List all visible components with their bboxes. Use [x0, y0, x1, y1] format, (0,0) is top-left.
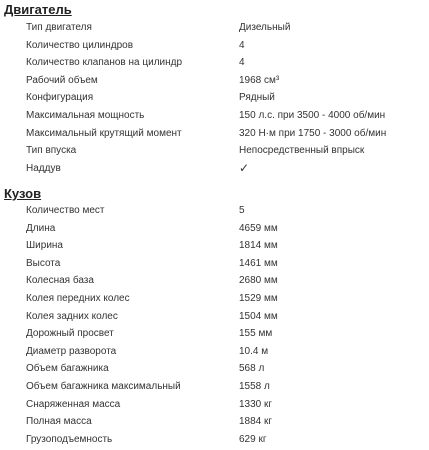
spec-row	[0, 360, 429, 378]
spec-label: Полная масса	[26, 416, 92, 428]
spec-label: Высота	[26, 257, 61, 269]
spec-label: Количество клапанов на цилиндр	[26, 57, 183, 69]
spec-value: 1814 мм	[239, 240, 278, 252]
spec-row	[0, 290, 429, 308]
spec-row	[0, 37, 429, 55]
section-title-body: Кузов	[4, 186, 42, 201]
spec-row	[0, 72, 429, 90]
checkmark-icon: ✓	[239, 160, 250, 175]
spec-label: Конфигурация	[26, 92, 94, 104]
spec-row	[0, 54, 429, 72]
spec-value: 1529 мм	[239, 293, 278, 304]
spec-value: 1884 кг	[239, 416, 273, 428]
spec-label: Тип впуска	[26, 145, 77, 157]
spec-value: 320 Н·м при 1750 - 3000 об/мин	[239, 127, 387, 139]
spec-label: Грузоподъемность	[26, 433, 113, 445]
spec-row	[0, 202, 429, 220]
spec-row	[0, 343, 429, 361]
spec-value: 2680 мм	[239, 275, 278, 287]
spec-label: Наддув	[26, 162, 61, 174]
spec-row	[0, 431, 429, 449]
spec-label: Максимальный крутящий момент	[26, 127, 182, 139]
spec-row	[0, 19, 429, 37]
spec-value: 1558 л	[239, 381, 270, 392]
spec-row	[0, 237, 429, 255]
spec-value: 4659 мм	[239, 222, 278, 234]
spec-label: Объем багажника максимальный	[26, 381, 181, 392]
section-title-engine: Двигатель	[4, 2, 72, 17]
spec-label: Ширина	[26, 240, 63, 252]
spec-value: 1504 мм	[239, 310, 278, 322]
spec-label: Дорожный просвет	[26, 328, 114, 340]
spec-label: Количество цилиндров	[26, 39, 134, 51]
spec-label: Диаметр разворота	[26, 345, 117, 357]
spec-row	[0, 160, 429, 178]
spec-value: 155 мм	[239, 328, 273, 340]
spec-row	[0, 308, 429, 326]
spec-value: Дизельный	[239, 22, 291, 33]
spec-value: 568 л	[239, 363, 265, 375]
spec-label: Рабочий объем	[26, 74, 98, 86]
spec-label: Длина	[26, 222, 56, 234]
spec-row	[0, 89, 429, 107]
spec-value: Рядный	[239, 92, 275, 104]
spec-value: 4	[239, 57, 245, 69]
spec-value: 1330 кг	[239, 398, 273, 410]
spec-value: Непосредственный впрыск	[239, 145, 365, 157]
spec-label: Колея задних колес	[26, 310, 118, 322]
spec-row	[0, 107, 429, 125]
spec-label: Количество мест	[26, 205, 105, 216]
spec-label: Максимальная мощность	[26, 110, 145, 121]
spec-value: 150 л.с. при 3500 - 4000 об/мин	[239, 110, 386, 121]
spec-label: Объем багажника	[26, 363, 109, 375]
spec-row	[0, 413, 429, 431]
spec-row	[0, 255, 429, 273]
spec-label: Снаряженная масса	[26, 398, 121, 410]
spec-row	[0, 325, 429, 343]
spec-label: Тип двигателя	[26, 22, 92, 33]
spec-value: 4	[239, 39, 245, 51]
spec-row	[0, 142, 429, 160]
spec-row	[0, 378, 429, 396]
spec-value: 10.4 м	[239, 345, 269, 357]
spec-row	[0, 396, 429, 414]
spec-label: Колесная база	[26, 275, 94, 287]
spec-row	[0, 272, 429, 290]
spec-value: 1461 мм	[239, 257, 278, 269]
spec-value: 629 кг	[239, 433, 267, 445]
spec-label: Колея передних колес	[26, 293, 130, 304]
spec-row	[0, 125, 429, 143]
spec-value: 5	[239, 205, 245, 216]
spec-value: 1968 см³	[239, 74, 280, 86]
spec-row	[0, 220, 429, 238]
